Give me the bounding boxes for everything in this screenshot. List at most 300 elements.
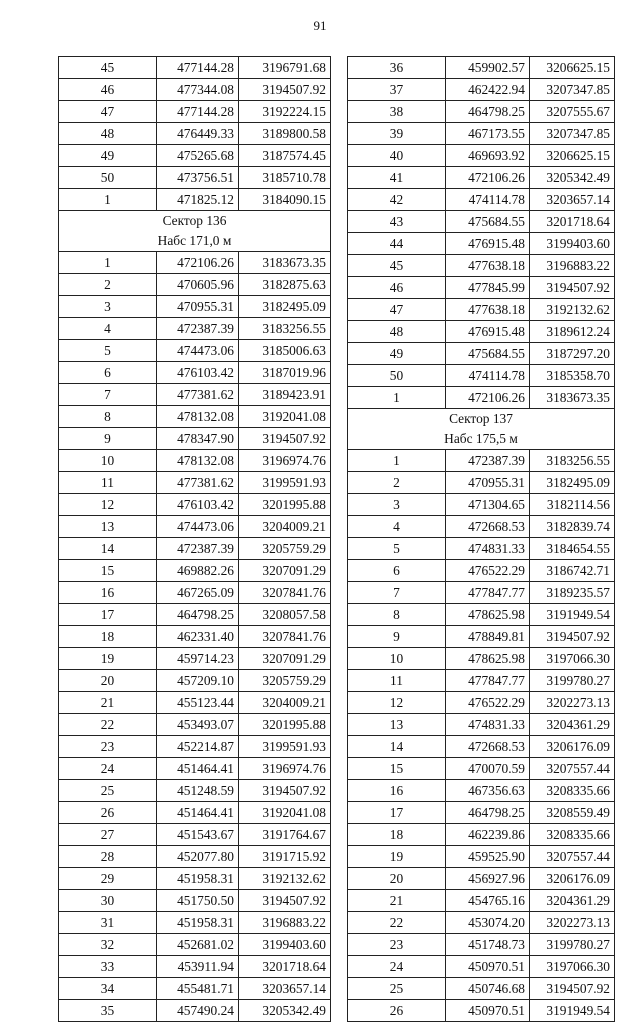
y-coordinate-cell: 3194507.92: [530, 978, 615, 1000]
table-row: [348, 277, 615, 299]
point-number-cell: 17: [59, 604, 157, 626]
table-row: [348, 1000, 615, 1022]
table-row: [59, 362, 331, 384]
point-number-cell: 46: [59, 79, 157, 101]
point-number-cell: 13: [59, 516, 157, 538]
point-number-cell: 9: [348, 626, 446, 648]
x-coordinate-cell: 450970.51: [446, 956, 530, 978]
x-coordinate-cell: 477381.62: [157, 472, 239, 494]
point-number-cell: 20: [59, 670, 157, 692]
point-number-cell: 50: [348, 365, 446, 387]
table-row: [348, 670, 615, 692]
table-row: [59, 912, 331, 934]
point-number-cell: 24: [348, 956, 446, 978]
x-coordinate-cell: 471825.12: [157, 189, 239, 211]
point-number-cell: 9: [59, 428, 157, 450]
point-number-cell: 18: [348, 824, 446, 846]
y-coordinate-cell: 3191715.92: [239, 846, 331, 868]
x-coordinate-cell: 477381.62: [157, 384, 239, 406]
table-row: [348, 934, 615, 956]
point-number-cell: 1: [348, 450, 446, 472]
table-row: [59, 714, 331, 736]
point-number-cell: 15: [348, 758, 446, 780]
point-number-cell: 14: [59, 538, 157, 560]
table-row: [59, 428, 331, 450]
point-number-cell: 10: [348, 648, 446, 670]
point-number-cell: 7: [59, 384, 157, 406]
x-coordinate-cell: 452681.02: [157, 934, 239, 956]
point-number-cell: 23: [348, 934, 446, 956]
table-row: [348, 343, 615, 365]
y-coordinate-cell: 3192041.08: [239, 802, 331, 824]
point-number-cell: 36: [348, 57, 446, 79]
sector-header-row: [348, 409, 615, 450]
point-number-cell: 7: [348, 582, 446, 604]
table-row: [348, 211, 615, 233]
x-coordinate-cell: 452077.80: [157, 846, 239, 868]
table-row: [59, 340, 331, 362]
table-row: [59, 296, 331, 318]
x-coordinate-cell: 472668.53: [446, 736, 530, 758]
x-coordinate-cell: 457490.24: [157, 1000, 239, 1022]
point-number-cell: 1: [59, 189, 157, 211]
point-number-cell: 49: [59, 145, 157, 167]
point-number-cell: 47: [348, 299, 446, 321]
point-number-cell: 3: [59, 296, 157, 318]
table-row: [59, 57, 331, 79]
y-coordinate-cell: 3196883.22: [239, 912, 331, 934]
y-coordinate-cell: 3208057.58: [239, 604, 331, 626]
y-coordinate-cell: 3182114.56: [530, 494, 615, 516]
point-number-cell: 4: [59, 318, 157, 340]
y-coordinate-cell: 3196883.22: [530, 255, 615, 277]
table-row: [59, 692, 331, 714]
x-coordinate-cell: 476522.29: [446, 560, 530, 582]
y-coordinate-cell: 3182839.74: [530, 516, 615, 538]
table-row: [59, 1000, 331, 1022]
point-number-cell: 27: [59, 824, 157, 846]
x-coordinate-cell: 474473.06: [157, 340, 239, 362]
y-coordinate-cell: 3194507.92: [239, 428, 331, 450]
point-number-cell: 48: [348, 321, 446, 343]
table-row: [348, 189, 615, 211]
point-number-cell: 40: [348, 145, 446, 167]
table-row: [348, 57, 615, 79]
point-number-cell: 12: [59, 494, 157, 516]
y-coordinate-cell: 3207557.44: [530, 846, 615, 868]
point-number-cell: 49: [348, 343, 446, 365]
point-number-cell: 21: [59, 692, 157, 714]
point-number-cell: 24: [59, 758, 157, 780]
x-coordinate-cell: 472668.53: [446, 516, 530, 538]
y-coordinate-cell: 3189235.57: [530, 582, 615, 604]
point-number-cell: 1: [348, 387, 446, 409]
x-coordinate-cell: 464798.25: [446, 802, 530, 824]
point-number-cell: 34: [59, 978, 157, 1000]
y-coordinate-cell: 3202273.13: [530, 912, 615, 934]
point-number-cell: 50: [59, 167, 157, 189]
table-row: [59, 101, 331, 123]
y-coordinate-cell: 3191764.67: [239, 824, 331, 846]
y-coordinate-cell: 3205342.49: [530, 167, 615, 189]
x-coordinate-cell: 455123.44: [157, 692, 239, 714]
x-coordinate-cell: 474831.33: [446, 538, 530, 560]
table-row: [59, 582, 331, 604]
x-coordinate-cell: 464798.25: [157, 604, 239, 626]
x-coordinate-cell: 456927.96: [446, 868, 530, 890]
x-coordinate-cell: 477344.08: [157, 79, 239, 101]
table-row: [348, 79, 615, 101]
y-coordinate-cell: 3189800.58: [239, 123, 331, 145]
x-coordinate-cell: 462239.86: [446, 824, 530, 846]
point-number-cell: 45: [348, 255, 446, 277]
x-coordinate-cell: 455481.71: [157, 978, 239, 1000]
y-coordinate-cell: 3208335.66: [530, 780, 615, 802]
point-number-cell: 32: [59, 934, 157, 956]
table-row: [348, 450, 615, 472]
y-coordinate-cell: 3194507.92: [530, 626, 615, 648]
table-row: [348, 802, 615, 824]
x-coordinate-cell: 453493.07: [157, 714, 239, 736]
table-row: [59, 956, 331, 978]
table-row: [348, 890, 615, 912]
x-coordinate-cell: 454765.16: [446, 890, 530, 912]
x-coordinate-cell: 478625.98: [446, 604, 530, 626]
table-row: [59, 145, 331, 167]
table-row: [59, 123, 331, 145]
table-row: [59, 670, 331, 692]
y-coordinate-cell: 3207841.76: [239, 626, 331, 648]
table-row: [59, 868, 331, 890]
y-coordinate-cell: 3192132.62: [239, 868, 331, 890]
y-coordinate-cell: 3194507.92: [239, 890, 331, 912]
y-coordinate-cell: 3201718.64: [239, 956, 331, 978]
x-coordinate-cell: 451750.50: [157, 890, 239, 912]
x-coordinate-cell: 477845.99: [446, 277, 530, 299]
point-number-cell: 47: [59, 101, 157, 123]
x-coordinate-cell: 459714.23: [157, 648, 239, 670]
x-coordinate-cell: 467173.55: [446, 123, 530, 145]
y-coordinate-cell: 3183256.55: [239, 318, 331, 340]
table-row: [348, 648, 615, 670]
point-number-cell: 39: [348, 123, 446, 145]
table-row: [348, 387, 615, 409]
x-coordinate-cell: 467265.09: [157, 582, 239, 604]
table-row: [348, 912, 615, 934]
table-row: [59, 167, 331, 189]
sector-header: [348, 409, 615, 450]
y-coordinate-cell: 3206625.15: [530, 57, 615, 79]
table-row: [348, 538, 615, 560]
x-coordinate-cell: 475684.55: [446, 343, 530, 365]
y-coordinate-cell: 3196791.68: [239, 57, 331, 79]
point-number-cell: 26: [348, 1000, 446, 1022]
point-number-cell: 10: [59, 450, 157, 472]
y-coordinate-cell: 3199780.27: [530, 934, 615, 956]
point-number-cell: 8: [348, 604, 446, 626]
point-number-cell: 38: [348, 101, 446, 123]
table-row: [348, 758, 615, 780]
y-coordinate-cell: 3201718.64: [530, 211, 615, 233]
x-coordinate-cell: 451248.59: [157, 780, 239, 802]
sector-title: Сектор 136: [162, 213, 227, 228]
point-number-cell: 8: [59, 406, 157, 428]
point-number-cell: 44: [348, 233, 446, 255]
y-coordinate-cell: 3187019.96: [239, 362, 331, 384]
table-row: [59, 538, 331, 560]
y-coordinate-cell: 3191949.54: [530, 1000, 615, 1022]
x-coordinate-cell: 472387.39: [446, 450, 530, 472]
table-row: [59, 406, 331, 428]
y-coordinate-cell: 3187297.20: [530, 343, 615, 365]
y-coordinate-cell: 3185358.70: [530, 365, 615, 387]
point-number-cell: 4: [348, 516, 446, 538]
y-coordinate-cell: 3205759.29: [239, 538, 331, 560]
table-row: [348, 255, 615, 277]
point-number-cell: 28: [59, 846, 157, 868]
point-number-cell: 43: [348, 211, 446, 233]
y-coordinate-cell: 3192224.15: [239, 101, 331, 123]
y-coordinate-cell: 3182495.09: [530, 472, 615, 494]
point-number-cell: 46: [348, 277, 446, 299]
sector-title: Сектор 137: [449, 411, 513, 426]
point-number-cell: 22: [59, 714, 157, 736]
x-coordinate-cell: 453074.20: [446, 912, 530, 934]
point-number-cell: 41: [348, 167, 446, 189]
x-coordinate-cell: 472387.39: [157, 318, 239, 340]
y-coordinate-cell: 3196974.76: [239, 758, 331, 780]
table-row: [59, 604, 331, 626]
x-coordinate-cell: 453911.94: [157, 956, 239, 978]
point-number-cell: 5: [348, 538, 446, 560]
y-coordinate-cell: 3208559.49: [530, 802, 615, 824]
x-coordinate-cell: 474114.78: [446, 189, 530, 211]
x-coordinate-cell: 472106.26: [446, 167, 530, 189]
table-row: [348, 560, 615, 582]
x-coordinate-cell: 462331.40: [157, 626, 239, 648]
y-coordinate-cell: 3192132.62: [530, 299, 615, 321]
table-row: [59, 274, 331, 296]
table-row: [348, 299, 615, 321]
x-coordinate-cell: 451464.41: [157, 802, 239, 824]
coordinates-table-right: [347, 56, 615, 1022]
x-coordinate-cell: 473756.51: [157, 167, 239, 189]
table-row: [348, 956, 615, 978]
x-coordinate-cell: 470070.59: [446, 758, 530, 780]
y-coordinate-cell: 3206176.09: [530, 868, 615, 890]
x-coordinate-cell: 451748.73: [446, 934, 530, 956]
y-coordinate-cell: 3204361.29: [530, 890, 615, 912]
point-number-cell: 20: [348, 868, 446, 890]
x-coordinate-cell: 469882.26: [157, 560, 239, 582]
y-coordinate-cell: 3201995.88: [239, 494, 331, 516]
x-coordinate-cell: 478347.90: [157, 428, 239, 450]
y-coordinate-cell: 3184090.15: [239, 189, 331, 211]
x-coordinate-cell: 476915.48: [446, 321, 530, 343]
point-number-cell: 21: [348, 890, 446, 912]
x-coordinate-cell: 450746.68: [446, 978, 530, 1000]
x-coordinate-cell: 469693.92: [446, 145, 530, 167]
y-coordinate-cell: 3185710.78: [239, 167, 331, 189]
point-number-cell: 25: [59, 780, 157, 802]
point-number-cell: 35: [59, 1000, 157, 1022]
point-number-cell: 6: [59, 362, 157, 384]
y-coordinate-cell: 3194507.92: [239, 79, 331, 101]
y-coordinate-cell: 3185006.63: [239, 340, 331, 362]
table-row: [59, 252, 331, 274]
x-coordinate-cell: 451543.67: [157, 824, 239, 846]
x-coordinate-cell: 478849.81: [446, 626, 530, 648]
table-row: [59, 802, 331, 824]
x-coordinate-cell: 462422.94: [446, 79, 530, 101]
table-row: [59, 780, 331, 802]
x-coordinate-cell: 475265.68: [157, 145, 239, 167]
x-coordinate-cell: 476103.42: [157, 362, 239, 384]
y-coordinate-cell: 3207555.67: [530, 101, 615, 123]
table-row: [348, 978, 615, 1000]
y-coordinate-cell: 3192041.08: [239, 406, 331, 428]
y-coordinate-cell: 3199403.60: [530, 233, 615, 255]
point-number-cell: 30: [59, 890, 157, 912]
y-coordinate-cell: 3189612.24: [530, 321, 615, 343]
y-coordinate-cell: 3183673.35: [239, 252, 331, 274]
sector-header: [59, 211, 331, 252]
table-row: [59, 824, 331, 846]
coordinates-table-left: [58, 56, 331, 1022]
table-row: [59, 890, 331, 912]
y-coordinate-cell: 3208335.66: [530, 824, 615, 846]
table-row: [348, 780, 615, 802]
table-row: [348, 626, 615, 648]
x-coordinate-cell: 470955.31: [446, 472, 530, 494]
x-coordinate-cell: 478132.08: [157, 406, 239, 428]
y-coordinate-cell: 3207557.44: [530, 758, 615, 780]
point-number-cell: 42: [348, 189, 446, 211]
y-coordinate-cell: 3204009.21: [239, 516, 331, 538]
table-row: [59, 736, 331, 758]
table-row: [59, 758, 331, 780]
point-number-cell: 2: [348, 472, 446, 494]
table-row: [348, 604, 615, 626]
x-coordinate-cell: 451958.31: [157, 868, 239, 890]
x-coordinate-cell: 472387.39: [157, 538, 239, 560]
y-coordinate-cell: 3194507.92: [530, 277, 615, 299]
table-row: [348, 516, 615, 538]
y-coordinate-cell: 3187574.45: [239, 145, 331, 167]
y-coordinate-cell: 3182495.09: [239, 296, 331, 318]
y-coordinate-cell: 3202273.13: [530, 692, 615, 714]
y-coordinate-cell: 3207091.29: [239, 648, 331, 670]
y-coordinate-cell: 3203657.14: [239, 978, 331, 1000]
point-number-cell: 26: [59, 802, 157, 824]
x-coordinate-cell: 470955.31: [157, 296, 239, 318]
point-number-cell: 48: [59, 123, 157, 145]
x-coordinate-cell: 476449.33: [157, 123, 239, 145]
table-row: [348, 233, 615, 255]
y-coordinate-cell: 3207347.85: [530, 123, 615, 145]
y-coordinate-cell: 3201995.88: [239, 714, 331, 736]
x-coordinate-cell: 477847.77: [446, 582, 530, 604]
y-coordinate-cell: 3199591.93: [239, 472, 331, 494]
point-number-cell: 19: [348, 846, 446, 868]
point-number-cell: 19: [59, 648, 157, 670]
point-number-cell: 22: [348, 912, 446, 934]
y-coordinate-cell: 3207091.29: [239, 560, 331, 582]
x-coordinate-cell: 470605.96: [157, 274, 239, 296]
x-coordinate-cell: 457209.10: [157, 670, 239, 692]
table-row: [348, 494, 615, 516]
y-coordinate-cell: 3199403.60: [239, 934, 331, 956]
point-number-cell: 29: [59, 868, 157, 890]
table-row: [59, 494, 331, 516]
table-row: [348, 365, 615, 387]
x-coordinate-cell: 478132.08: [157, 450, 239, 472]
point-number-cell: 1: [59, 252, 157, 274]
x-coordinate-cell: 452214.87: [157, 736, 239, 758]
x-coordinate-cell: 477638.18: [446, 299, 530, 321]
x-coordinate-cell: 451958.31: [157, 912, 239, 934]
y-coordinate-cell: 3207347.85: [530, 79, 615, 101]
y-coordinate-cell: 3207841.76: [239, 582, 331, 604]
table-row: [59, 384, 331, 406]
sector-elevation: Набс 175,5 м: [444, 431, 518, 446]
table-row: [348, 145, 615, 167]
y-coordinate-cell: 3205342.49: [239, 1000, 331, 1022]
point-number-cell: 5: [59, 340, 157, 362]
x-coordinate-cell: 459525.90: [446, 846, 530, 868]
x-coordinate-cell: 459902.57: [446, 57, 530, 79]
x-coordinate-cell: 477847.77: [446, 670, 530, 692]
table-row: [348, 692, 615, 714]
y-coordinate-cell: 3206625.15: [530, 145, 615, 167]
point-number-cell: 45: [59, 57, 157, 79]
table-row: [59, 472, 331, 494]
point-number-cell: 33: [59, 956, 157, 978]
point-number-cell: 3: [348, 494, 446, 516]
x-coordinate-cell: 476522.29: [446, 692, 530, 714]
table-row: [348, 101, 615, 123]
table-row: [348, 846, 615, 868]
point-number-cell: 13: [348, 714, 446, 736]
x-coordinate-cell: 477144.28: [157, 57, 239, 79]
table-row: [59, 318, 331, 340]
sector-elevation: Набс 171,0 м: [157, 233, 232, 248]
point-number-cell: 11: [348, 670, 446, 692]
y-coordinate-cell: 3205759.29: [239, 670, 331, 692]
table-row: [348, 714, 615, 736]
y-coordinate-cell: 3183673.35: [530, 387, 615, 409]
point-number-cell: 14: [348, 736, 446, 758]
x-coordinate-cell: 474831.33: [446, 714, 530, 736]
point-number-cell: 12: [348, 692, 446, 714]
y-coordinate-cell: 3191949.54: [530, 604, 615, 626]
page-number: 91: [313, 18, 327, 33]
table-row: [59, 648, 331, 670]
x-coordinate-cell: 472106.26: [157, 252, 239, 274]
x-coordinate-cell: 476915.48: [446, 233, 530, 255]
point-number-cell: 18: [59, 626, 157, 648]
point-number-cell: 16: [59, 582, 157, 604]
table-row: [59, 978, 331, 1000]
table-row: [348, 123, 615, 145]
x-coordinate-cell: 477638.18: [446, 255, 530, 277]
y-coordinate-cell: 3203657.14: [530, 189, 615, 211]
y-coordinate-cell: 3197066.30: [530, 956, 615, 978]
x-coordinate-cell: 475684.55: [446, 211, 530, 233]
x-coordinate-cell: 471304.65: [446, 494, 530, 516]
x-coordinate-cell: 474473.06: [157, 516, 239, 538]
table-row: [59, 450, 331, 472]
